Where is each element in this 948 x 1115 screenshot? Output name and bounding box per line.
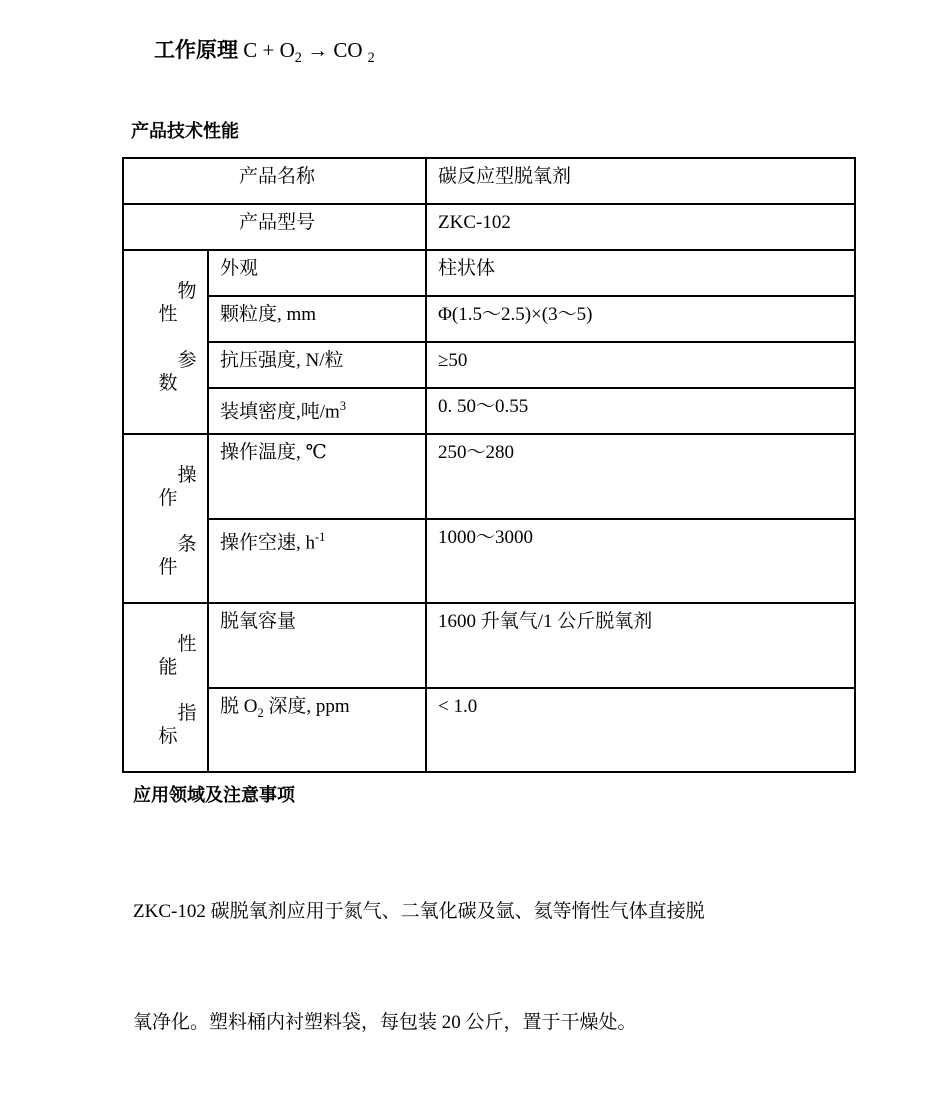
product-name-label: 产品名称 — [123, 158, 426, 204]
bulk-density-label — [208, 388, 426, 434]
crush-strength-label: 抗压强度, N/粒 — [208, 342, 426, 388]
working-principle-label: 工作原理 — [154, 38, 244, 62]
application-paragraph — [133, 819, 948, 1115]
product-model-label: 产品型号 — [123, 204, 426, 250]
deoxy-depth-label — [208, 688, 426, 773]
deoxy-capacity-value: 1600 升氧气/1 公斤脱氧剂 — [426, 603, 855, 688]
product-name-value: 碳反应型脱氧剂 — [426, 158, 855, 204]
table-row — [123, 342, 855, 388]
group-physical-line1: 物性 — [158, 281, 197, 326]
group-operating-line2: 条件 — [158, 534, 197, 579]
product-model-value: ZKC-102 — [426, 204, 855, 250]
tech-performance-heading: 产品技术性能 — [131, 121, 239, 142]
group-performance-index — [123, 603, 208, 772]
particle-size-label: 颗粒度, mm — [208, 296, 426, 342]
group-physical-params — [123, 250, 208, 434]
particle-size-value: Φ(1.5～2.5)×(3～5) — [426, 296, 855, 342]
deoxy-depth-subscript: 2 — [257, 705, 264, 720]
deoxy-depth-label-text: 脱 O — [220, 695, 258, 717]
table-row — [123, 204, 855, 250]
op-temperature-label: 操作温度, ℃ — [208, 434, 426, 519]
table-row — [123, 250, 855, 296]
space-velocity-superscript: -1 — [315, 529, 326, 544]
table-row — [123, 519, 855, 604]
formula-subscript-1: 2 — [294, 50, 302, 67]
appearance-label: 外观 — [208, 250, 426, 296]
formula-subscript-2: 2 — [367, 50, 375, 67]
working-principle-title — [133, 10, 948, 99]
application-line-1: ZKC-102 碳脱氧剂应用于氮气、二氧化碳及氩、氦等惰性气体直接脱 — [133, 901, 705, 923]
group-operating-conditions — [123, 434, 208, 603]
group-performance-line2: 指标 — [158, 703, 197, 748]
space-velocity-label-text: 操作空速, h — [220, 532, 316, 554]
appearance-value: 柱状体 — [426, 250, 855, 296]
space-velocity-value: 1000～3000 — [426, 519, 855, 604]
deoxy-capacity-label: 脱氧容量 — [208, 603, 426, 688]
group-operating-line1: 操作 — [158, 465, 197, 510]
table-row — [123, 434, 855, 519]
deoxy-depth-label-unit: 深度, ppm — [263, 695, 350, 717]
spec-table — [122, 157, 856, 773]
application-heading: 应用领域及注意事项 — [133, 785, 295, 806]
table-row — [123, 388, 855, 434]
group-physical-line2: 参数 — [158, 350, 197, 395]
crush-strength-value: ≥50 — [426, 342, 855, 388]
table-row — [123, 158, 855, 204]
deoxy-depth-value: < 1.0 — [426, 688, 855, 773]
application-line-2: 氧净化。塑料桶内衬塑料袋，每包装 20 公斤，置于干燥处。 — [133, 1012, 637, 1034]
space-velocity-label — [208, 519, 426, 604]
formula-arrow-product: → CO — [301, 38, 363, 62]
bulk-density-value: 0. 50～0.55 — [426, 388, 855, 434]
table-row — [123, 603, 855, 688]
bulk-density-label-text: 装填密度,吨/m — [220, 401, 340, 423]
formula-reactant: C + O — [243, 38, 295, 62]
group-performance-line1: 性能 — [158, 634, 197, 679]
table-row — [123, 688, 855, 773]
op-temperature-value: 250～280 — [426, 434, 855, 519]
bulk-density-superscript: 3 — [339, 399, 346, 414]
chemical-formula — [243, 38, 375, 67]
table-row — [123, 296, 855, 342]
